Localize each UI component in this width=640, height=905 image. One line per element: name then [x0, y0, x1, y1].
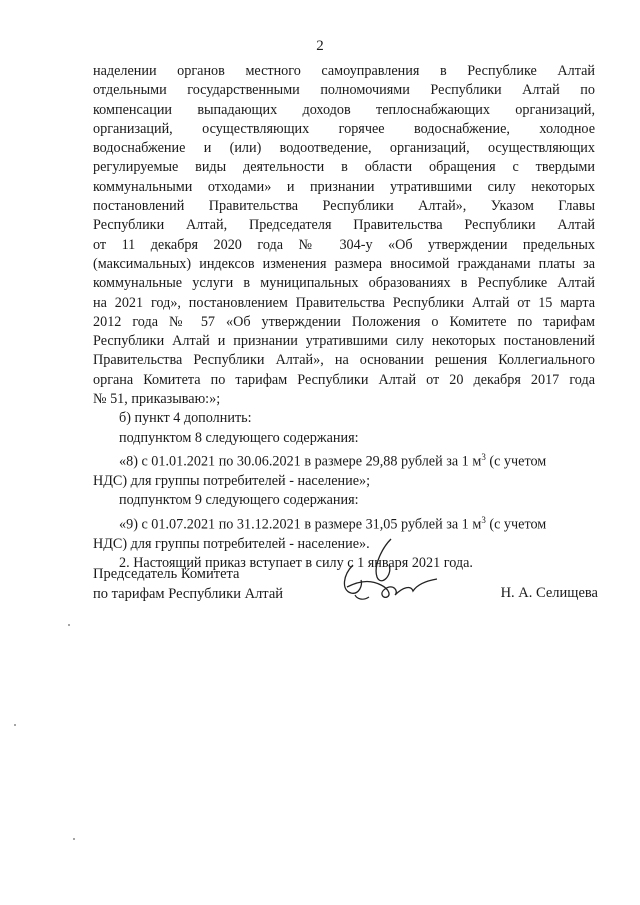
text-line: Правительства Республики Алтай», на основании решения Коллегиального: [93, 352, 595, 369]
subitem-8-text: «8) с 01.01.2021 по 30.06.2021 в размере 29,88 рублей за 1 $м^3$ (с учетом: [119, 451, 547, 470]
text-line: (максимальных) индексов изменения размера вносимой гражданами платы за: [93, 255, 595, 272]
scan-speck: [68, 624, 70, 626]
text-line: водоснабжение и (или) водоотведение, организаций, осуществляющих: [93, 140, 595, 157]
text-line: регулируемые виды деятельности в области обращения с твердыми: [93, 159, 595, 176]
item-b: б) пункт 4 дополнить:: [119, 410, 252, 427]
cube-superscript: 3: [481, 451, 486, 462]
text-line: 2012 года № 57 «Об утверждении Положения о Комитете по тарифам: [93, 313, 595, 330]
text-line: на 2021 год», постановлением Правительства Республики Алтай от 15 марта: [93, 294, 595, 311]
scan-speck: [14, 724, 16, 726]
handwritten-signature: [333, 535, 443, 615]
text-line: коммунальные услуги в муниципальных образованиях в Республике Алтай: [93, 275, 595, 292]
signer-title-line: по тарифам Республики Алтай: [93, 585, 284, 602]
text-line: Республики Алтай, Председателя Правительства Республики Алтай: [93, 217, 595, 234]
text-line: Республики Алтай и признании утратившими силу некоторых постановлений: [93, 333, 595, 350]
text-line: коммунальными отходами» и признании утратившими силу некоторых: [93, 178, 595, 195]
subitem-9-continuation: НДС) для группы потребителей - население».: [93, 535, 370, 552]
signer-title: [93, 565, 283, 604]
signature-block: [93, 565, 598, 615]
text-line: компенсации выпадающих доходов теплоснабжающих организаций,: [93, 101, 595, 118]
body-text: [93, 62, 595, 573]
text-line: № 51, приказываю:»;: [93, 391, 221, 408]
text-line: постановлений Правительства Республики Алтай», Указом Главы: [93, 198, 595, 215]
text-line: от 11 декабря 2020 года № 304-у «Об утверждении предельных: [93, 236, 595, 253]
text-line: органа Комитета по тарифам Республики Алтай от 20 декабря 2017 года: [93, 371, 595, 388]
text-line: наделении органов местного самоуправления в Республике Алтай: [93, 63, 595, 79]
subitem-8-continuation: НДС) для группы потребителей - население»;: [93, 472, 371, 489]
scan-speck: [73, 838, 75, 840]
item-2: 2. Настоящий приказ вступает в силу с 1 января 2021 года.: [119, 554, 473, 571]
cube-superscript: 3: [481, 514, 486, 525]
text-line: отдельными государственными полномочиями Республики Алтай по: [93, 82, 595, 99]
subitem-9-intro: подпунктом 9 следующего содержания:: [119, 492, 359, 509]
signer-name: Н. А. Селищева: [500, 585, 598, 601]
subitem-9-text: «9) с 01.07.2021 по 31.12.2021 в размере 31,05 рублей за 1 $м^3$ (с учетом: [119, 514, 547, 533]
signer-title-line: Председатель Комитета: [93, 566, 240, 582]
subitem-8-intro: подпунктом 8 следующего содержания:: [119, 429, 359, 446]
text-line: организаций, осуществляющих горячее водоснабжение, холодное: [93, 120, 595, 137]
page-number: 2: [316, 38, 324, 54]
